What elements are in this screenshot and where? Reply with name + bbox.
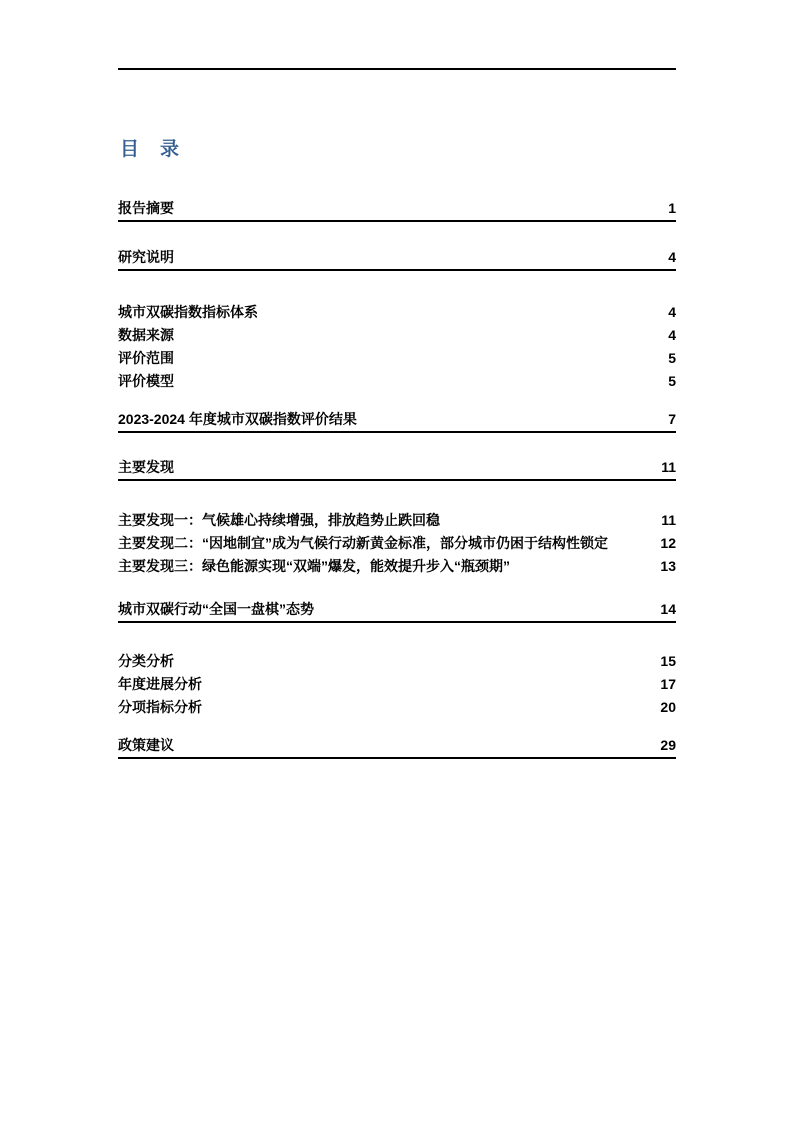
toc-entry-page: 5 xyxy=(668,373,676,389)
toc-list xyxy=(118,200,676,759)
toc-entry-title: 年度进展分析 xyxy=(118,676,202,692)
toc-entry[interactable] xyxy=(118,249,676,271)
toc-entry-title: 主要发现二：“因地制宜”成为气候行动新黄金标准，部分城市仍困于结构性锁定 xyxy=(118,535,608,551)
toc-entry-page: 5 xyxy=(668,350,676,366)
toc-entry-page: 29 xyxy=(660,737,676,753)
toc-entry-page: 11 xyxy=(661,459,676,475)
toc-entry[interactable] xyxy=(118,347,676,370)
toc-entry-page: 20 xyxy=(660,699,676,715)
toc-entry-title: 城市双碳指数指标体系 xyxy=(118,304,258,320)
toc-entry[interactable] xyxy=(118,509,676,532)
toc-entry[interactable] xyxy=(118,532,676,555)
toc-entry-page: 12 xyxy=(660,535,676,551)
toc-entry-page: 14 xyxy=(660,601,676,617)
toc-entry[interactable] xyxy=(118,301,676,324)
toc-entry[interactable] xyxy=(118,601,676,623)
toc-heading: 目 录 xyxy=(120,139,181,160)
toc-entry-title: 研究说明 xyxy=(118,249,174,265)
toc-entry[interactable] xyxy=(118,737,676,759)
toc-entry[interactable] xyxy=(118,200,676,222)
toc-entry-title: 政策建议 xyxy=(118,737,174,753)
toc-entry-title: 报告摘要 xyxy=(118,200,174,216)
toc-entry-title: 评价范围 xyxy=(118,350,174,366)
header-rule xyxy=(118,68,676,70)
toc-entry[interactable] xyxy=(118,555,676,578)
toc-entry-title: 主要发现一：气候雄心持续增强，排放趋势止跌回稳 xyxy=(118,512,440,528)
toc-entry[interactable] xyxy=(118,370,676,393)
toc-entry-page: 11 xyxy=(661,512,676,528)
toc-entry[interactable] xyxy=(118,650,676,673)
toc-entry-title: 分类分析 xyxy=(118,653,174,669)
toc-entry-title: 主要发现 xyxy=(118,459,174,475)
toc-entry-page: 1 xyxy=(668,200,676,216)
toc-entry-title: 2023-2024 年度城市双碳指数评价结果 xyxy=(118,411,357,427)
toc-entry[interactable] xyxy=(118,411,676,433)
toc-entry[interactable] xyxy=(118,696,676,719)
toc-entry-page: 7 xyxy=(668,411,676,427)
toc-entry-title: 数据来源 xyxy=(118,327,174,343)
toc-entry-page: 4 xyxy=(668,249,676,265)
toc-entry-page: 15 xyxy=(660,653,676,669)
toc-entry-page: 13 xyxy=(660,558,676,574)
toc-entry[interactable] xyxy=(118,459,676,481)
toc-entry-page: 17 xyxy=(660,676,676,692)
toc-entry-title: 评价模型 xyxy=(118,373,174,389)
toc-entry-title: 分项指标分析 xyxy=(118,699,202,715)
toc-entry-title: 城市双碳行动“全国一盘棋”态势 xyxy=(118,601,314,617)
toc-entry[interactable] xyxy=(118,324,676,347)
toc-entry[interactable] xyxy=(118,673,676,696)
toc-entry-title: 主要发现三：绿色能源实现“双端”爆发，能效提升步入“瓶颈期” xyxy=(118,558,510,574)
toc-entry-page: 4 xyxy=(668,327,676,343)
toc-entry-page: 4 xyxy=(668,304,676,320)
